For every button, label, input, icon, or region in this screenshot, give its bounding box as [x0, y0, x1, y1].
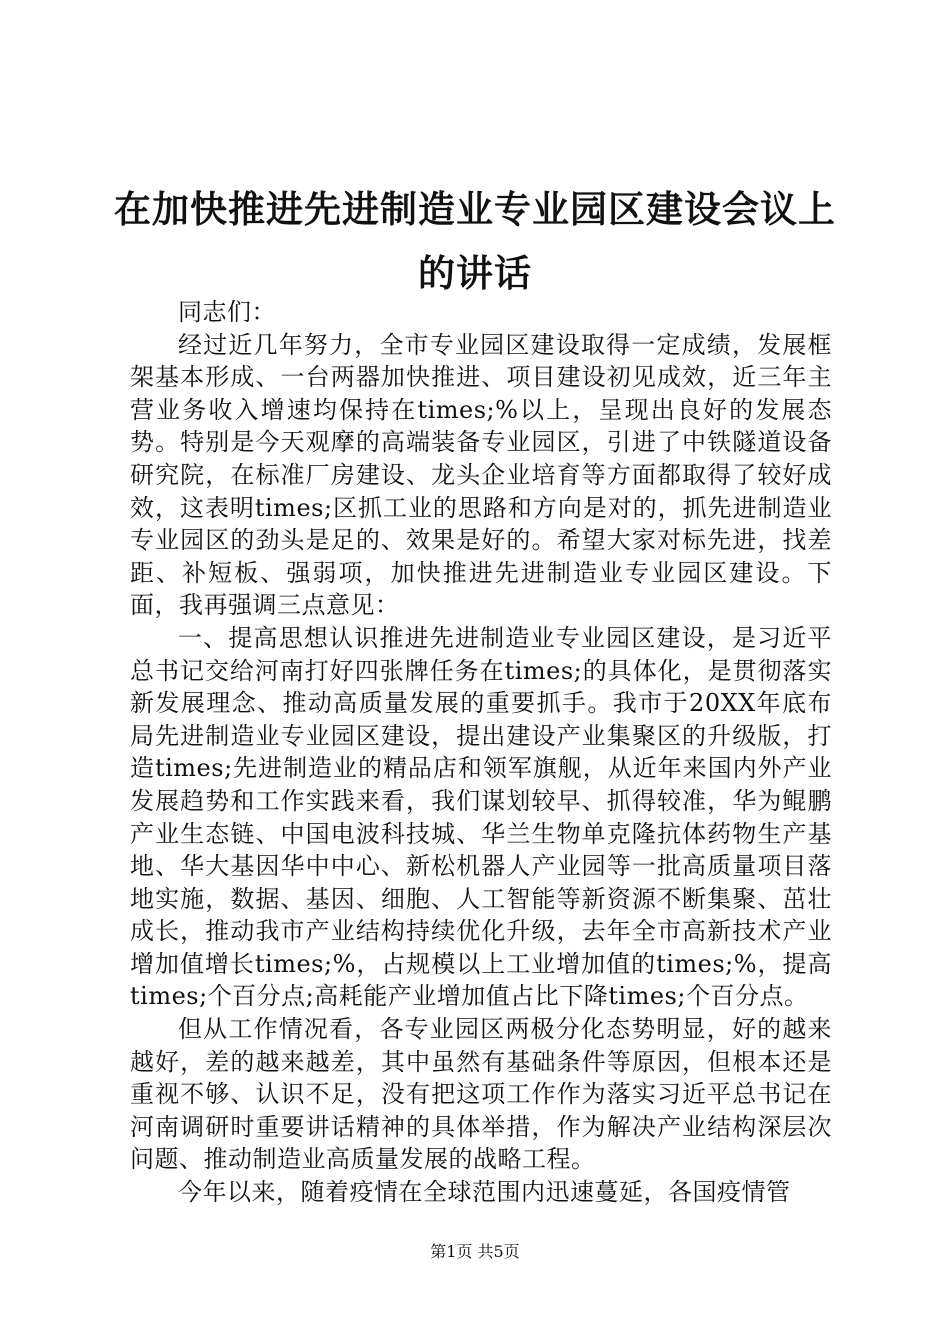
paragraph-2: 一、提高思想认识推进先进制造业专业园区建设，是习近平总书记交给河南打好四张牌任务在times;的具体化，是贯彻落实新发展理念、推动高质量发展的重要抓手。我市于20XX年底布局先进制造业专业园区建设，提出建设产业集聚区的升级版，打造times;先进制造业的精品店和领军旗舰，从近年来国内外产业发展趋势和工作实践来看，我们谋划较早、抓得较准，华为鲲鹏产业生态链、中国电波科技城、华兰生物单克隆抗体药物生产基地、华大基因华中中心、新松机器人产业园等一批高质量项目落地实施，数据、基因、细胞、人工智能等新资源不断集聚、茁壮成长，推动我市产业结构持续优化升级，去年全市高新技术产业增加值增长times;%，占规模以上工业增加值的times;%，提高times;个百分点;高耗能产业增加值占比下降times;个百分点。: [130, 623, 832, 1011]
paragraph-4: 今年以来，随着疫情在全球范围内迅速蔓延，各国疫情管: [178, 1178, 791, 1207]
document-body: [130, 296, 832, 1209]
page-footer: 第1页 共5页: [430, 1242, 520, 1261]
paragraph-3: 但从工作情况看，各专业园区两极分化态势明显，好的越来越好，差的越来越差，其中虽然有基础条件等原因，但根本还是重视不够、认识不足，没有把这项工作作为落实习近平总书记在河南调研时重要讲话精神的具体举措，作为解决产业结构深层次问题、推动制造业高质量发展的战略工程。: [130, 1015, 832, 1174]
paragraph-1: 经过近几年努力，全市专业园区建设取得一定成绩，发展框架基本形成、一台两器加快推进、项目建设初见成效，近三年主营业务收入增速均保持在times;%以上，呈现出良好的发展态势。特别是今天观摩的高端装备专业园区，引进了中铁隧道设备研究院，在标准厂房建设、龙头企业培育等方面都取得了较好成效，这表明times;区抓工业的思路和方向是对的，抓先进制造业专业园区的劲头是足的、效果是好的。希望大家对标先进，找差距、补短板、强弱项，加快推进先进制造业专业园区建设。下面，我再强调三点意见：: [130, 330, 832, 620]
document-title: 在加快推进先进制造业专业园区建设会议上的讲话: [114, 188, 836, 295]
greeting: 同志们：: [178, 298, 276, 326]
